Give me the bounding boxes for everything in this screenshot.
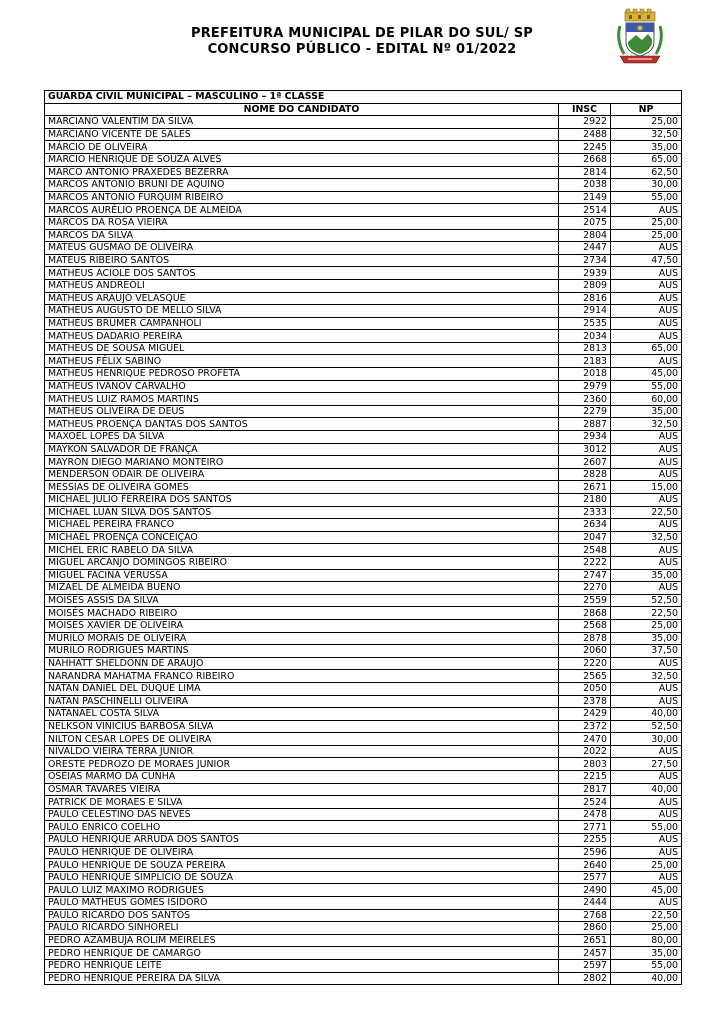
candidate-insc: 2860 [559,922,611,935]
candidate-insc: 2922 [559,116,611,129]
candidate-np: 25,00 [611,229,682,242]
table-row [45,594,682,607]
candidate-insc: 2478 [559,808,611,821]
candidate-name: MATHEUS DADARIO PEREIRA [45,330,559,343]
candidate-name: MATHEUS AUGUSTO DE MELLO SILVA [45,305,559,318]
candidate-insc: 2640 [559,859,611,872]
table-row [45,342,682,355]
candidate-insc: 2671 [559,481,611,494]
candidate-name: PEDRO HENRIQUE PEREIRA DA SILVA [45,972,559,985]
candidate-insc: 2378 [559,695,611,708]
candidate-insc: 2457 [559,947,611,960]
candidate-insc: 2577 [559,871,611,884]
candidate-name: MARCIANO VALENTIM DA SILVA [45,116,559,129]
candidate-insc: 2215 [559,771,611,784]
candidate-np: 30,00 [611,733,682,746]
table-row [45,569,682,582]
table-row [45,242,682,255]
candidate-insc: 2768 [559,909,611,922]
candidate-insc: 2222 [559,556,611,569]
candidate-insc: 2279 [559,405,611,418]
candidate-insc: 2447 [559,242,611,255]
candidate-name: MARCOS ANTONIO BRUNI DE AQUINO [45,179,559,192]
candidate-insc: 2245 [559,141,611,154]
table-row [45,972,682,985]
candidate-insc: 2813 [559,342,611,355]
table-row [45,506,682,519]
candidate-np: AUS [611,242,682,255]
candidate-name: PAULO LUIZ MAXIMO RODRIGUES [45,884,559,897]
candidate-np: 32,50 [611,670,682,683]
table-row [45,846,682,859]
candidate-insc: 2816 [559,292,611,305]
candidate-np: AUS [611,355,682,368]
candidates-table [44,90,682,985]
municipal-coat-of-arms-icon [614,8,666,68]
table-row [45,821,682,834]
candidate-insc: 2333 [559,506,611,519]
table-row [45,166,682,179]
candidate-insc: 2914 [559,305,611,318]
candidate-name: PATRICK DE MORAES E SILVA [45,796,559,809]
table-row [45,519,682,532]
candidate-insc: 2979 [559,380,611,393]
candidate-insc: 2771 [559,821,611,834]
table-row [45,317,682,330]
candidate-name: MOISÉS MACHADO RIBEIRO [45,607,559,620]
table-row [45,456,682,469]
table-row [45,116,682,129]
contest-title: CONCURSO PÚBLICO - EDITAL Nº 01/2022 [207,42,517,57]
candidate-np: AUS [611,279,682,292]
candidate-np: 40,00 [611,972,682,985]
candidate-np: 25,00 [611,116,682,129]
table-row [45,443,682,456]
column-header-insc: INSC [559,103,611,116]
candidate-insc: 2559 [559,594,611,607]
candidate-np: 25,00 [611,859,682,872]
table-row [45,645,682,658]
candidate-insc: 2372 [559,720,611,733]
candidate-name: MICHAEL PROENÇA CONCEIÇÃO [45,531,559,544]
table-row [45,884,682,897]
table-row [45,582,682,595]
candidate-name: MATHEUS ANDREOLI [45,279,559,292]
candidate-name: NARANDRA MAHATMA FRANCO RIBEIRO [45,670,559,683]
candidate-np: 22,50 [611,506,682,519]
candidate-insc: 2607 [559,456,611,469]
candidate-np: 35,00 [611,141,682,154]
candidate-np: AUS [611,443,682,456]
candidate-name: MAXOEL LOPES DA SILVA [45,431,559,444]
candidate-name: MESSIAS DE OLIVEIRA GOMES [45,481,559,494]
candidate-np: 35,00 [611,947,682,960]
candidate-name: MURILO RODRIGUES MARTINS [45,645,559,658]
candidate-name: PEDRO HENRIQUE DE CAMARGO [45,947,559,960]
candidate-insc: 2034 [559,330,611,343]
table-row [45,355,682,368]
candidate-np: AUS [611,695,682,708]
table-row [45,695,682,708]
candidate-np: 25,00 [611,922,682,935]
table-row [45,141,682,154]
candidate-name: PAULO HENRIQUE DE SOUZA PEREIRA [45,859,559,872]
candidate-name: MICHAEL LUAN SILVA DOS SANTOS [45,506,559,519]
candidate-insc: 2183 [559,355,611,368]
candidate-np: 52,50 [611,594,682,607]
candidate-np: AUS [611,431,682,444]
table-row [45,607,682,620]
candidate-np: 40,00 [611,783,682,796]
candidate-name: PEDRO AZAMBUJA ROLIM MEIRELES [45,934,559,947]
table-row [45,808,682,821]
candidate-np: AUS [611,468,682,481]
candidate-name: MATHEUS DE SOUSA MIGUEL [45,342,559,355]
candidate-name: MATHEUS ACIOLE DOS SANTOS [45,267,559,280]
table-row [45,834,682,847]
table-row [45,179,682,192]
candidate-name: NELKSON VINICIUS BARBOSA SILVA [45,720,559,733]
table-row [45,431,682,444]
candidate-insc: 2814 [559,166,611,179]
candidate-name: MOISÉS ASSIS DA SILVA [45,594,559,607]
table-row [45,418,682,431]
candidate-name: PEDRO HENRIQUE LEITE [45,959,559,972]
candidate-np: 32,50 [611,418,682,431]
candidate-insc: 2470 [559,733,611,746]
table-row [45,771,682,784]
candidate-insc: 2802 [559,972,611,985]
candidate-name: MARCOS DA ROSA VIEIRA [45,216,559,229]
candidate-name: PAULO MATHEUS GOMES ISIDORO [45,897,559,910]
candidate-name: NATAN PASCHINELLI OLIVEIRA [45,695,559,708]
table-row [45,796,682,809]
candidate-insc: 2828 [559,468,611,481]
candidate-np: 80,00 [611,934,682,947]
table-row [45,330,682,343]
table-row [45,670,682,683]
candidate-insc: 2939 [559,267,611,280]
candidate-insc: 2868 [559,607,611,620]
candidate-np: 55,00 [611,959,682,972]
candidate-name: MATEUS RIBEIRO SANTOS [45,254,559,267]
candidate-np: AUS [611,808,682,821]
candidate-insc: 2360 [559,393,611,406]
candidate-insc: 2490 [559,884,611,897]
candidate-name: MIZAEL DE ALMEIDA BUENO [45,582,559,595]
candidate-name: NAHHATT SHELDONN DE ARAUJO [45,657,559,670]
candidate-insc: 2180 [559,494,611,507]
candidate-np: 40,00 [611,708,682,721]
candidate-name: MÁRCIO HENRIQUE DE SOUZA ALVES [45,153,559,166]
candidate-np: 35,00 [611,632,682,645]
candidate-np: 47,50 [611,254,682,267]
candidate-np: AUS [611,834,682,847]
candidate-np: 65,00 [611,342,682,355]
column-header-np: NP [611,103,682,116]
table-row [45,556,682,569]
table-row [45,733,682,746]
candidate-np: AUS [611,657,682,670]
table-row [45,254,682,267]
table-row [45,859,682,872]
candidate-np: AUS [611,456,682,469]
table-row [45,783,682,796]
candidate-insc: 2444 [559,897,611,910]
candidate-np: 27,50 [611,758,682,771]
candidate-name: MATHEUS FÉLIX SABINO [45,355,559,368]
candidate-np: 37,50 [611,645,682,658]
candidate-name: OSÉIAS MARMO DA CUNHA [45,771,559,784]
table-row [45,393,682,406]
candidate-insc: 2488 [559,128,611,141]
candidate-insc: 2255 [559,834,611,847]
table-row [45,481,682,494]
candidate-insc: 2668 [559,153,611,166]
table-row [45,682,682,695]
candidate-np: 15,00 [611,481,682,494]
table-row [45,934,682,947]
table-row [45,959,682,972]
candidate-np: 35,00 [611,569,682,582]
municipality-title: PREFEITURA MUNICIPAL DE PILAR DO SUL/ SP [190,26,533,41]
table-row [45,153,682,166]
candidate-name: MICHAEL JULIO FERREIRA DOS SANTOS [45,494,559,507]
candidate-np: 35,00 [611,405,682,418]
candidate-insc: 2075 [559,216,611,229]
candidate-np: AUS [611,292,682,305]
candidate-np: 32,50 [611,128,682,141]
candidate-name: MATHEUS PROENÇA DANTAS DOS SANTOS [45,418,559,431]
table-row [45,531,682,544]
table-row [45,897,682,910]
candidate-name: PAULO RICARDO DOS SANTOS [45,909,559,922]
candidate-insc: 2514 [559,204,611,217]
candidate-insc: 2022 [559,745,611,758]
table-row [45,204,682,217]
candidate-name: MARCOS AURÉLIO PROENÇA DE ALMEIDA [45,204,559,217]
candidate-name: PAULO RICARDO SINHORELI [45,922,559,935]
candidate-name: MURILO MORAIS DE OLIVEIRA [45,632,559,645]
table-row [45,405,682,418]
candidate-name: PAULO HENRIQUE DE OLIVEIRA [45,846,559,859]
table-row [45,745,682,758]
candidate-name: PAULO CELESTINO DAS NEVES [45,808,559,821]
candidate-insc: 2878 [559,632,611,645]
table-row [45,191,682,204]
candidate-insc: 2568 [559,619,611,632]
candidate-name: NIVALDO VIEIRA TERRA JÚNIOR [45,745,559,758]
candidate-insc: 2060 [559,645,611,658]
candidate-np: 60,00 [611,393,682,406]
candidate-insc: 2535 [559,317,611,330]
candidate-insc: 2038 [559,179,611,192]
candidate-np: 25,00 [611,619,682,632]
candidate-name: MATEUS GUSMÃO DE OLIVEIRA [45,242,559,255]
candidate-np: AUS [611,544,682,557]
table-row [45,708,682,721]
candidate-name: MICHAEL PEREIRA FRANCO [45,519,559,532]
candidate-insc: 2524 [559,796,611,809]
candidate-np: AUS [611,305,682,318]
table-row [45,947,682,960]
candidate-insc: 2047 [559,531,611,544]
candidate-np: AUS [611,494,682,507]
candidate-name: MARCOS ANTÔNIO FURQUIM RIBEIRO [45,191,559,204]
candidate-insc: 2817 [559,783,611,796]
candidate-insc: 2548 [559,544,611,557]
table-row [45,871,682,884]
table-row [45,720,682,733]
table-row [45,758,682,771]
candidate-np: 52,50 [611,720,682,733]
candidate-insc: 2597 [559,959,611,972]
candidate-np: AUS [611,846,682,859]
candidate-np: AUS [611,519,682,532]
candidate-insc: 2149 [559,191,611,204]
candidate-insc: 2565 [559,670,611,683]
candidate-name: PAULO HENRIQUE SIMPLICIO DE SOUZA [45,871,559,884]
candidate-insc: 2734 [559,254,611,267]
table-row [45,267,682,280]
column-header-name: NOME DO CANDIDATO [45,103,559,116]
table-row [45,544,682,557]
candidate-insc: 2018 [559,368,611,381]
candidate-name: MÁRCIO DE OLIVEIRA [45,141,559,154]
candidate-np: 55,00 [611,821,682,834]
candidate-name: PAULO ENRICO COELHO [45,821,559,834]
candidate-np: AUS [611,267,682,280]
table-row [45,380,682,393]
candidate-name: MATHEUS IVANOV CARVALHO [45,380,559,393]
candidate-name: MARCIANO VICENTE DE SALES [45,128,559,141]
candidate-np: AUS [611,897,682,910]
candidate-np: AUS [611,771,682,784]
candidate-np: 32,50 [611,531,682,544]
table-row [45,305,682,318]
candidate-name: MATHEUS BRUMER CAMPANHOLI [45,317,559,330]
candidate-np: 22,50 [611,909,682,922]
candidate-name: MICHEL ERIC RABELO DA SILVA [45,544,559,557]
candidate-insc: 2809 [559,279,611,292]
candidate-name: OSMAR TAVARES VIEIRA [45,783,559,796]
candidate-insc: 2050 [559,682,611,695]
candidate-name: NATANAEL COSTA SILVA [45,708,559,721]
table-title-row [45,91,682,104]
table-title: GUARDA CIVIL MUNICIPAL – MASCULINO – 1ª CLASSE [45,91,682,104]
candidate-np: AUS [611,330,682,343]
candidate-insc: 2934 [559,431,611,444]
candidate-insc: 2804 [559,229,611,242]
candidate-name: PAULO HENRIQUE ARRUDA DOS SANTOS [45,834,559,847]
candidate-name: MIGUEL ARCANJO DOMINGOS RIBEIRO [45,556,559,569]
candidate-np: 25,00 [611,216,682,229]
candidate-insc: 2220 [559,657,611,670]
table-row [45,657,682,670]
table-row [45,494,682,507]
table-row [45,632,682,645]
candidate-name: MAYRON DIEGO MARIANO MONTEIRO [45,456,559,469]
candidate-name: ORESTE PEDROZO DE MORAES JUNIOR [45,758,559,771]
candidate-np: AUS [611,796,682,809]
table-row [45,292,682,305]
candidate-name: NATAN DANIEL DEL DUQUE LIMA [45,682,559,695]
candidate-insc: 2651 [559,934,611,947]
table-row [45,619,682,632]
table-row [45,909,682,922]
candidate-name: MIGUEL FACINA VERUSSA [45,569,559,582]
candidate-name: MOISES XAVIER DE OLIVEIRA [45,619,559,632]
candidate-name: MATHEUS OLIVEIRA DE DEUS [45,405,559,418]
candidate-np: AUS [611,204,682,217]
candidate-np: AUS [611,745,682,758]
candidate-name: NILTON CESAR LOPES DE OLIVEIRA [45,733,559,746]
candidate-np: AUS [611,582,682,595]
table-row [45,468,682,481]
candidate-np: AUS [611,556,682,569]
candidate-np: 55,00 [611,380,682,393]
table-row [45,922,682,935]
candidate-insc: 2429 [559,708,611,721]
table-row [45,229,682,242]
candidate-name: MATHEUS LUIZ RAMOS MARTINS [45,393,559,406]
candidate-insc: 2887 [559,418,611,431]
candidate-insc: 3012 [559,443,611,456]
candidate-np: 30,00 [611,179,682,192]
candidate-insc: 2747 [559,569,611,582]
candidate-np: 45,00 [611,368,682,381]
candidate-np: 62,50 [611,166,682,179]
table-row [45,368,682,381]
candidate-insc: 2634 [559,519,611,532]
candidate-insc: 2803 [559,758,611,771]
candidate-name: MAYKON SALVADOR DE FRANÇA [45,443,559,456]
candidate-name: MATHEUS ARAUJO VELASQUE [45,292,559,305]
candidate-np: 65,00 [611,153,682,166]
candidate-np: AUS [611,682,682,695]
candidate-insc: 2596 [559,846,611,859]
candidate-np: AUS [611,871,682,884]
candidate-insc: 2270 [559,582,611,595]
table-row [45,279,682,292]
table-row [45,128,682,141]
candidate-name: MARCO ANTONIO PRAXEDES BEZERRA [45,166,559,179]
candidate-name: MENDERSON ODAIR DE OLIVEIRA [45,468,559,481]
table-header-row [45,103,682,116]
candidate-np: 45,00 [611,884,682,897]
candidate-np: 22,50 [611,607,682,620]
candidate-name: MATHEUS HENRIQUE PEDROSO PROFETA [45,368,559,381]
candidate-name: MARCOS DA SILVA [45,229,559,242]
candidate-np: AUS [611,317,682,330]
table-row [45,216,682,229]
candidate-np: 55,00 [611,191,682,204]
